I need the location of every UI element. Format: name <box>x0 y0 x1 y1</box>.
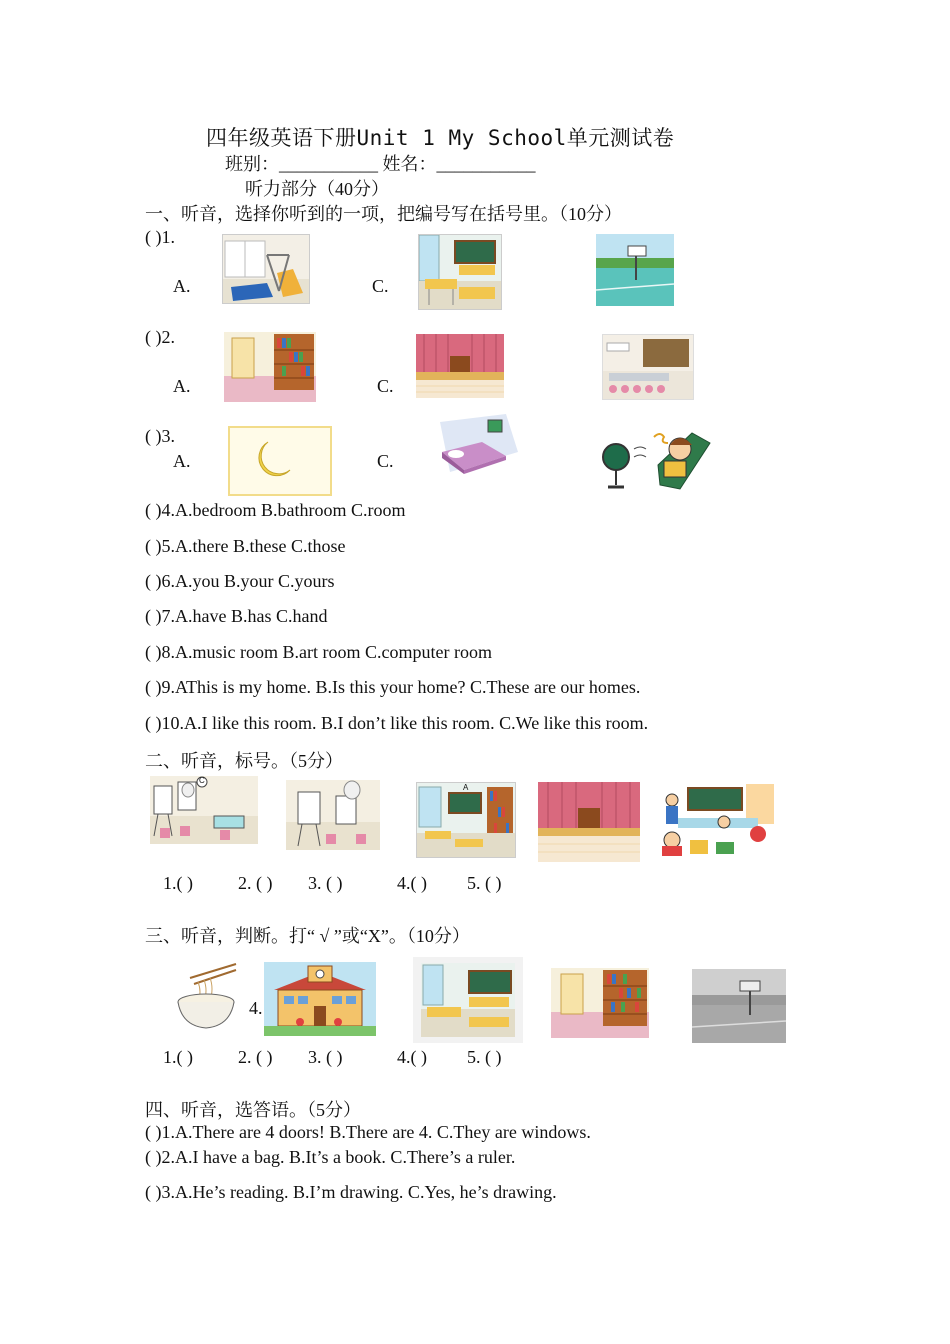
s2-answer-1: 1.( ) <box>163 873 193 893</box>
art-room-letter-label: C <box>199 776 205 785</box>
s4-item-2: ( )2.A.I have a bag. B.It’s a book. C.There’s a ruler. <box>145 1147 516 1167</box>
s3-answer-4: 4.( ) <box>397 1047 427 1067</box>
s3-answer-2: 2. ( ) <box>238 1047 273 1067</box>
art-room-picture <box>286 780 380 850</box>
library-picture-2 <box>551 968 649 1038</box>
q5-item: ( )5.A.there B.these C.those <box>145 536 346 556</box>
teachers-office-picture <box>602 334 694 400</box>
library-letter-label: A <box>463 783 469 792</box>
s2-answer-4: 4.( ) <box>397 873 427 893</box>
s3-answer-1: 1.( ) <box>163 1047 193 1067</box>
class-name-line: 班别：___________ 姓名：___________ <box>225 154 536 174</box>
q2-number: ( )2. <box>145 327 175 347</box>
q3-option-a: A. <box>173 451 191 471</box>
playground-picture-gray <box>692 969 786 1043</box>
class-students-picture <box>658 784 774 856</box>
s3-inline-label: 4. <box>249 998 263 1018</box>
s2-answer-5: 5. ( ) <box>467 873 502 893</box>
s2-answer-2: 2. ( ) <box>238 873 273 893</box>
playground-picture <box>596 234 674 306</box>
section1-heading: 一、听音，选择你听到的一项，把编号写在括号里。（10分） <box>145 204 622 224</box>
q2-option-c: C. <box>377 376 394 396</box>
q1-number: ( )1. <box>145 227 175 247</box>
gym-picture <box>222 234 310 304</box>
classroom-picture <box>418 234 502 310</box>
art-room-picture-c <box>150 776 258 844</box>
listening-header: 听力部分（40分） <box>245 179 389 199</box>
q1-option-c: C. <box>372 276 389 296</box>
s3-answer-5: 5. ( ) <box>467 1047 502 1067</box>
q4-item: ( )4.A.bedroom B.bathroom C.room <box>145 500 406 520</box>
moon-night-picture <box>228 426 332 496</box>
section2-heading: 二、听音，标号。（5分） <box>145 751 343 771</box>
q1-option-a: A. <box>173 276 191 296</box>
section3-heading: 三、听音，判断。打“ √ ”或“X”。（10分） <box>145 926 470 946</box>
classroom-picture-a <box>416 782 516 858</box>
q8-item: ( )8.A.music room B.art room C.computer room <box>145 642 492 662</box>
q2-option-a: A. <box>173 376 191 396</box>
section4-heading: 四、听音，选答语。（5分） <box>145 1100 361 1120</box>
s4-item-1: ( )1.A.There are 4 doors! B.There are 4. C.They are windows. <box>145 1122 591 1142</box>
s4-item-3: ( )3.A.He’s reading. B.I’m drawing. C.Yes, he’s drawing. <box>145 1182 557 1202</box>
page-title: 四年级英语下册Unit 1 My School单元测试卷 <box>206 126 675 150</box>
q6-item: ( )6.A.you B.your C.yours <box>145 571 335 591</box>
classroom-picture-2 <box>413 957 523 1043</box>
q7-item: ( )7.A.have B.has C.hand <box>145 606 328 626</box>
q9-item: ( )9.AThis is my home. B.Is this your home? C.These are our homes. <box>145 677 641 697</box>
s2-answer-3: 3. ( ) <box>308 873 343 893</box>
q3-number: ( )3. <box>145 426 175 446</box>
music-hall-picture-2 <box>538 782 640 862</box>
boy-fan-picture <box>600 425 712 493</box>
school-building-picture <box>264 962 376 1036</box>
music-hall-picture <box>416 334 504 398</box>
q10-item: ( )10.A.I like this room. B.I don’t like this room. C.We like this room. <box>145 713 649 733</box>
bedroom-picture <box>436 412 520 478</box>
s3-answer-3: 3. ( ) <box>308 1047 343 1067</box>
library-picture <box>224 332 316 402</box>
noodles-picture <box>172 960 240 1030</box>
q3-option-c: C. <box>377 451 394 471</box>
